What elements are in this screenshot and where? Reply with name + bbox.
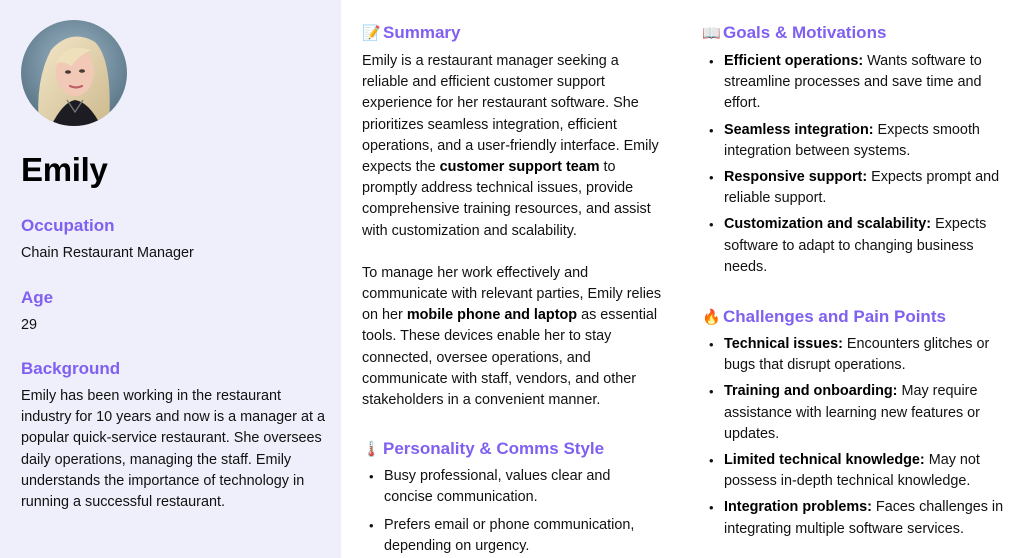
challenges-list — [702, 334, 1007, 540]
list-item: • Training and onboarding: May require assistance with learning new features or updates. — [702, 381, 1007, 445]
list-item: • Busy professional, values clear and concise communication. — [362, 466, 662, 508]
age-label: Age — [21, 288, 54, 307]
list-item: • Integration problems: Faces challenges in integrating multiple software services. — [702, 497, 1007, 539]
list-item: • Seamless integration: Expects smooth integration between systems. — [702, 120, 1007, 162]
occupation-value: Chain Restaurant Manager — [21, 245, 194, 261]
fire-icon: 🔥 — [702, 309, 721, 327]
avatar — [21, 20, 127, 126]
background-label: Background — [21, 359, 121, 378]
list-item: • Customization and scalability: Expects software to adapt to changing business needs. — [702, 214, 1007, 278]
goals-list — [702, 51, 1007, 278]
memo-icon: 📝 — [362, 25, 381, 42]
summary-paragraph-1: Emily is a restaurant manager seeking a reliable and efficient customer support experience for her restaurant software. She prioritizes seamless integration, efficient operations, and a user-friendly interface. Emily expects the customer support team to promptly address technical issues, provide comprehensive training resources, and assist with customization and scalability. — [362, 53, 659, 239]
list-item: • Responsive support: Expects prompt and reliable support. — [702, 167, 1007, 209]
summary-paragraph-2: To manage her work effectively and communicate with relevant parties, Emily relies on her mobile phone and laptop as essential tools. These devices enable her to stay connected, oversee operations, and communicate with staff, vendors, and other stakeholders in a convenient manner. — [362, 264, 662, 409]
goals-title: Goals & Motivations — [723, 23, 887, 42]
background-text: Emily has been working in the restaurant industry for 10 years and now is a manager at a popular quick-service restaurant. She oversees daily operations, managing the staff. Emily understands the importance of technology in running a successful restaurant. — [21, 388, 325, 511]
middle-column — [362, 22, 662, 557]
occupation-label: Occupation — [21, 216, 115, 235]
personality-title: Personality & Comms Style — [383, 439, 605, 459]
list-item: • Efficient operations: Wants software to streamline processes and save time and effort. — [702, 51, 1007, 115]
goals-heading — [702, 22, 1007, 44]
right-column — [702, 22, 1007, 540]
challenges-heading — [702, 306, 1007, 328]
avatar-photo — [21, 20, 127, 126]
personality-heading — [362, 438, 662, 460]
book-icon: 📖 — [702, 25, 721, 42]
age-value: 29 — [21, 317, 38, 333]
persona-name: Emily — [21, 151, 108, 188]
persona-sidebar — [0, 0, 341, 558]
list-item: • Limited technical knowledge: May not possess in-depth technical knowledge. — [702, 450, 1007, 492]
list-item: • Prefers email or phone communication, depending on urgency. — [362, 515, 662, 557]
summary-heading — [362, 22, 662, 44]
summary-title: Summary — [383, 23, 461, 42]
personality-list — [362, 466, 662, 557]
list-item: • Technical issues: Encounters glitches or bugs that disrupt operations. — [702, 334, 1007, 376]
thermometer-icon: 🌡️ — [362, 441, 381, 459]
challenges-title: Challenges and Pain Points — [723, 307, 946, 327]
